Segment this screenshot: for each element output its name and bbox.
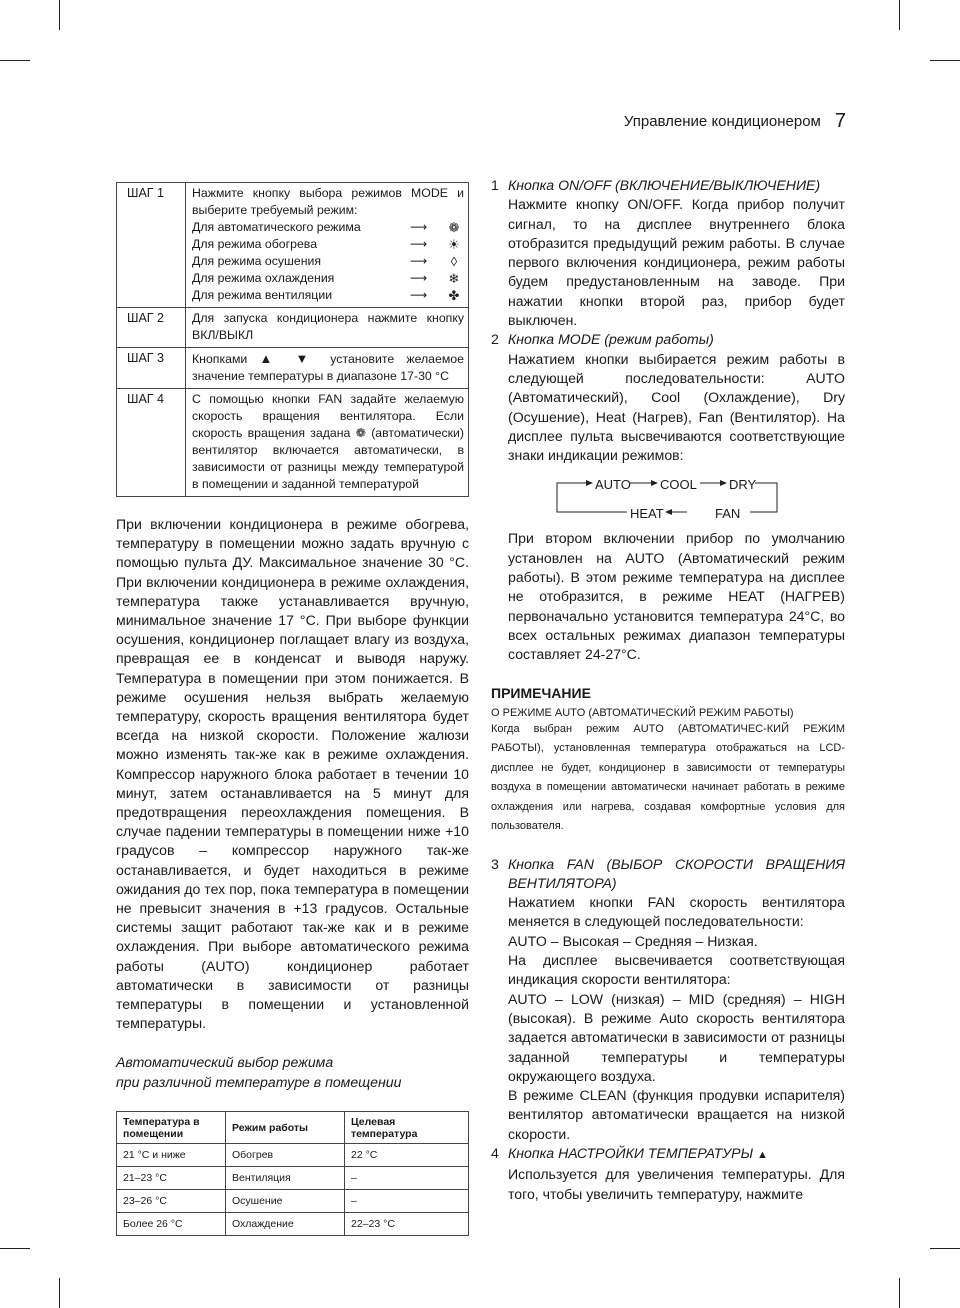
up-down-arrows-icon: ▲ ▼ bbox=[259, 351, 319, 366]
left-column bbox=[116, 182, 469, 1236]
steps-table bbox=[116, 182, 469, 497]
heading-line: Автоматический выбор режима bbox=[116, 1054, 334, 1071]
crop-mark bbox=[0, 60, 30, 61]
item-title: Кнопка НАСТРОЙКИ ТЕМПЕРАТУРЫ bbox=[508, 1144, 754, 1161]
step-content bbox=[186, 348, 469, 389]
cool-mode-icon: ❄ bbox=[448, 271, 460, 286]
list-item bbox=[491, 176, 845, 330]
table-row bbox=[117, 1144, 469, 1167]
item-text: Нажатием кнопки выбирается режим работы в следующей последовательности: AUTO (Автоматический), Cool (Охлаждение), Dry (Осушение), Heat (Нагрев), Fan (Вентилятор). На дисплее пульта высвечиваются соответствующие знаки индикации режимов: bbox=[508, 350, 845, 464]
item-text: В режиме CLEAN (функция продувки испарителя) вентилятор автоматически вращается на низкой скорости. bbox=[508, 1087, 845, 1142]
arrow-right-icon: ⟶ bbox=[410, 220, 428, 234]
table-cell: 21 °С и ниже bbox=[117, 1144, 226, 1167]
step-row bbox=[117, 183, 469, 308]
step-text: (автоматически) вентилятор включается автоматически, в зависимости от разницы между температурой в помещении и заданной температурой bbox=[192, 426, 464, 491]
column-header: Режим работы bbox=[226, 1112, 345, 1144]
item-number: 1 bbox=[491, 177, 499, 193]
item-text: Нажатием кнопки FAN скорость вентилятора меняется в следующей последовательности: bbox=[508, 894, 845, 930]
section-title: Управление кондиционером bbox=[623, 113, 821, 130]
item-text: AUTO – LOW (низкая) – MID (средняя) – HIGH (высокая). В режиме Auto скорость вентилятора задается автоматически в зависимости от разницы заданной температуры и температуры окружающего воздуха. bbox=[508, 990, 845, 1084]
mode-list bbox=[192, 219, 464, 304]
mode-cycle-diagram bbox=[555, 475, 781, 521]
crop-mark bbox=[59, 0, 60, 30]
page-number: 7 bbox=[834, 110, 846, 132]
step-label: ШАГ 3 bbox=[117, 348, 186, 389]
mode-heat-label: HEAT bbox=[630, 506, 664, 522]
table-row bbox=[117, 1213, 469, 1236]
crop-mark bbox=[930, 1248, 960, 1249]
crop-mark bbox=[59, 1278, 60, 1308]
column-header: Температура в помещении bbox=[117, 1112, 226, 1144]
arrow-right-icon: ⟶ bbox=[410, 237, 428, 251]
step-text: Нажмите кнопку выбора режимов MODE и выберите требуемый режим: bbox=[192, 186, 464, 217]
temperature-table bbox=[116, 1111, 469, 1236]
note-subheading: О РЕЖИМЕ AUTO (АВТОМАТИЧЕСКИЙ РЕЖИМ РАБОТЫ) bbox=[491, 706, 794, 719]
table-cell: Охлаждение bbox=[226, 1213, 345, 1236]
right-column bbox=[491, 176, 845, 1204]
column-header: Целевая температура bbox=[345, 1112, 469, 1144]
note-text: Когда выбран режим AUTO (АВТОМАТИЧЕС-КИЙ РЕЖИМ РАБОТЫ), установленная температура отображаться на LCD-дисплее не будет, кондиционер в зависимости от температуры воздуха в помещении автоматически начинает работать в режиме охлаждения или нагрева, создавая комфортные условия для пользователя. bbox=[491, 722, 845, 833]
item-number: 3 bbox=[491, 855, 499, 872]
auto-mode-icon: ❁ bbox=[448, 220, 460, 235]
auto-fan-icon: ❁ bbox=[355, 426, 366, 440]
step-row bbox=[117, 389, 469, 497]
table-row bbox=[117, 1167, 469, 1190]
arrow-right-icon: ⟶ bbox=[410, 288, 428, 302]
step-text: установите желаемое значение температуры в диапазоне 17-30 °С bbox=[192, 352, 464, 383]
heading-line: при различной температуре в помещении bbox=[116, 1073, 402, 1090]
mode-label: Для режима охлаждения bbox=[192, 271, 335, 285]
table-cell: – bbox=[345, 1190, 469, 1213]
heating-cooling-paragraph: При включении кондиционера в режиме обогрева, температуру в помещении можно задать вручную с помощью пульта ДУ. Максимальное значение 30 °С. При включении кондиционера в режиме охлаждения, температура также устанавливается вручную, минимальное значение 17 °С. При выборе функции осушения, кондиционер поглащает влагу из воздуха, превращая ее в конденсат и выводя наружу. Температура в помещении при этом понижается. В режиме осушения нельзя выбрать желаемую температуру, скорость вращения вентилятора будет всегда на низкой скорости. Положение жалюзи можно изменять так-же как в режиме охлаждения. Компрессор наружного блока работает в течении 10 минут, затем останавливается на 5 минут для предотвращения переохлаждения помещения. В случае падении температуры в помещении ниже +10 градусов – компрессор наружного так-же останавливается, и будет находиться в режиме ожидания до тех пор, пока температура в помещении не превысит значения в +13 градусов. Остальные системы защит работают так-же как и в режиме охлаждения. При выборе автоматического режима работы (AUTO) кондиционер работает автоматически в зависимости от разницы температуры в помещении и установленной температуры. bbox=[116, 516, 469, 1032]
item-title: Кнопка MODE (режим работы) bbox=[508, 331, 714, 348]
arrow-right-icon: ⟶ bbox=[410, 271, 428, 285]
item-number: 4 bbox=[491, 1144, 499, 1161]
step-text: Для запуска кондиционера нажмите кнопку ВКЛ/ВЫКЛ bbox=[186, 308, 469, 348]
table-cell: 22–23 °С bbox=[345, 1213, 469, 1236]
table-cell: 21–23 °С bbox=[117, 1167, 226, 1190]
item-title: Кнопка ON/OFF (ВКЛЮЧЕНИЕ/ВЫКЛЮЧЕНИЕ) bbox=[508, 177, 821, 193]
item-text: На дисплее высвечивается соответствующая индикация скорости вентилятора: bbox=[508, 952, 845, 988]
crop-mark bbox=[930, 60, 960, 61]
table-cell: Осушение bbox=[226, 1190, 345, 1213]
mode-label: Для автоматического режима bbox=[192, 220, 361, 234]
mode-label: Для режима вентиляции bbox=[192, 288, 333, 302]
step-label: ШАГ 1 bbox=[117, 183, 186, 308]
step-content bbox=[186, 389, 469, 497]
mode-auto-label: AUTO bbox=[595, 477, 631, 493]
item-number: 2 bbox=[491, 331, 499, 348]
arrow-up-icon: ▲ bbox=[757, 1148, 768, 1161]
table-header-row bbox=[117, 1112, 469, 1144]
page-header bbox=[624, 109, 846, 132]
step-row bbox=[117, 348, 469, 389]
step-label: ШАГ 2 bbox=[117, 308, 186, 348]
table-cell: Обогрев bbox=[226, 1144, 345, 1167]
crop-mark bbox=[899, 0, 900, 30]
mode-fan-label: FAN bbox=[715, 506, 741, 522]
list-item bbox=[491, 1144, 845, 1204]
step-row bbox=[117, 308, 469, 348]
item-text: Нажмите кнопку ON/OFF. Когда прибор получит сигнал, то на дисплее внутреннего блока отобразится предыдущий режим работы. В случае первого включения кондиционера, режим работы будем предустановленным на заводе. При нажатии кнопки второй раз, прибор будет выключен. bbox=[508, 196, 845, 329]
mode-label: Для режима обогрева bbox=[192, 237, 318, 251]
step-content bbox=[186, 183, 469, 308]
table-cell: 22 °С bbox=[345, 1144, 469, 1167]
auto-mode-heading bbox=[116, 1053, 469, 1092]
dry-mode-icon: ◊ bbox=[450, 254, 458, 269]
table-cell: Вентиляция bbox=[226, 1167, 345, 1190]
step-text: С помощью кнопки FAN задайте желаемую скорость вращения вентилятора. Если скорость вращения задана bbox=[192, 392, 464, 440]
heat-mode-icon: ☀ bbox=[448, 237, 460, 252]
item-text: AUTO – Высокая – Средняя – Низкая. bbox=[508, 932, 758, 949]
fan-mode-icon: ✤ bbox=[448, 288, 460, 303]
mode-label: Для режима осушения bbox=[192, 254, 322, 268]
step-text: Кнопками bbox=[192, 352, 248, 366]
list-item bbox=[491, 330, 845, 664]
crop-mark bbox=[899, 1278, 900, 1308]
item-text: При втором включении прибор по умолчанию установлен на AUTO (Автоматический режим работы). В этом режиме температура на дисплее не отобразится, в режиме HEAT (НАГРЕВ) первоначально установится температура 24°С, во всех остальных режимах диапазон температуры составляет 24-27°С. bbox=[508, 530, 845, 663]
note-heading: ПРИМЕЧАНИЕ bbox=[491, 684, 591, 701]
step-label: ШАГ 4 bbox=[117, 389, 186, 497]
table-cell: Более 26 °С bbox=[117, 1213, 226, 1236]
arrow-right-icon: ⟶ bbox=[410, 254, 428, 268]
table-cell: 23–26 °С bbox=[117, 1190, 226, 1213]
list-item bbox=[491, 855, 845, 1144]
mode-cool-label: COOL bbox=[660, 477, 697, 493]
table-row bbox=[117, 1190, 469, 1213]
table-cell: – bbox=[345, 1167, 469, 1190]
crop-mark bbox=[0, 1248, 30, 1249]
item-text: Используется для увеличения температуры. Для того, чтобы увеличить температуру, нажмите bbox=[508, 1166, 845, 1202]
mode-dry-label: DRY bbox=[729, 477, 757, 493]
item-title: Кнопка FAN (ВЫБОР СКОРОСТИ ВРАЩЕНИЯ ВЕНТИЛЯТОРА) bbox=[508, 855, 845, 891]
